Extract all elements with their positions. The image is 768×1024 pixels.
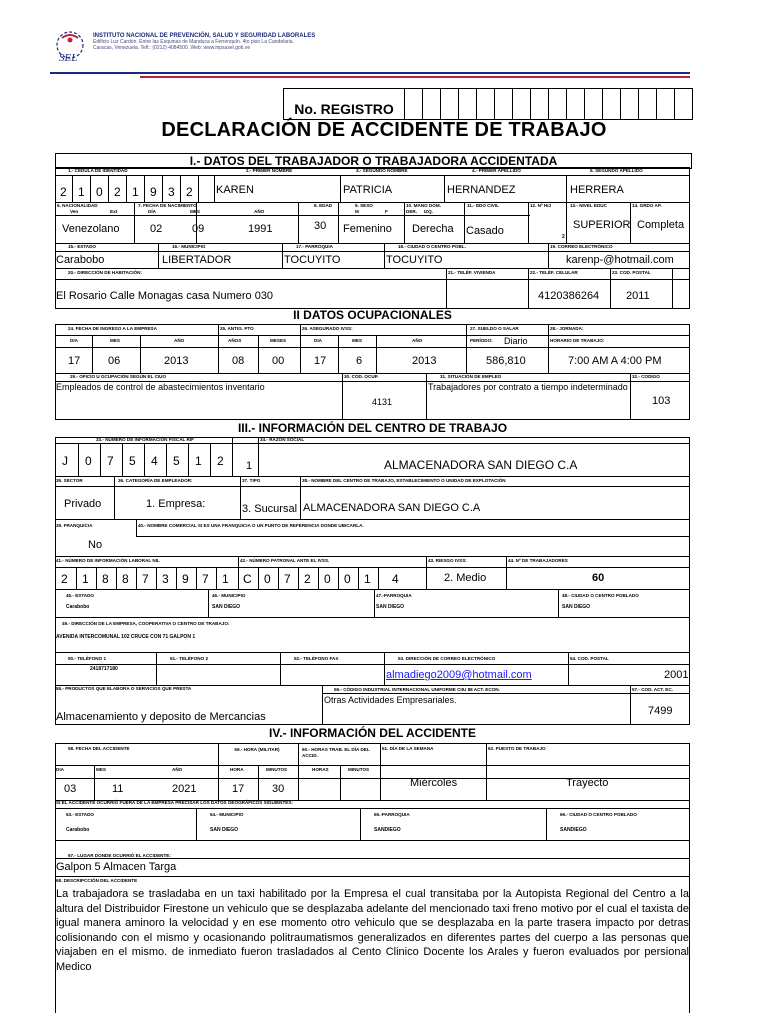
dia-semana-value[interactable]: Miércoles [410,777,458,789]
registro-box [283,88,693,120]
registro-cell[interactable] [621,89,639,119]
cod-act-value[interactable]: 7499 [648,705,673,717]
tel2-label: 51.- TELÉFONO 2 [170,656,209,661]
registro-cell[interactable] [585,89,603,119]
empresa-email-value[interactable]: almadiego2009@hotmail.com [386,669,532,681]
num-trabajadores-label: 44. Nº DE TRABAJADORES [508,558,568,563]
patronal-digit[interactable]: 1 [364,572,371,586]
registro-cell[interactable] [441,89,459,119]
antig-meses-label: MESES [270,338,287,343]
fecha-accidente-label: 58. FECHA DEL ACCIDENTE [68,746,130,751]
empresa-codpostal-value[interactable]: 2001 [664,669,689,681]
cedula-digit[interactable]: 2 [114,185,121,199]
empresa-estado-value[interactable]: Carabobo [66,604,90,610]
acc-parroquia-label: 65.-PARROQUIA [374,812,410,817]
fuera-empresa-label: SI EL ACCIDENTE OCURRIÓ FUERA DE LA EMPRESA PRECISAR LOS DATOS GEOGRÁFICOS SIGUIENTES: [56,800,293,805]
municipio-value[interactable]: LIBERTADOR [162,254,232,266]
empresa-codpostal-label: 54. COD. POSTAL [570,656,609,661]
cedula-digit[interactable]: 1 [78,185,85,199]
direccion-label: 20.- DIRECCIÓN DE HABITACIÓN: [68,270,142,275]
fi-dia-value[interactable]: 17 [68,355,81,367]
section-2-heading: II DATOS OCUPACIONALES [293,308,452,322]
municipio-label: 16.- MUNICIPIO [172,244,206,249]
fi-ano-label: AÑO [174,338,185,343]
registro-cell[interactable] [423,89,441,119]
nil-digit[interactable]: 8 [122,572,129,586]
tel-celular-value[interactable]: 4120386264 [538,290,600,302]
antig-meses-value[interactable]: 00 [272,355,285,367]
riesgo-label: 43. RIESGO IVSS: [428,558,467,563]
acc-mes-value[interactable]: 11 [112,783,124,795]
fnac-ano-label: AÑO [254,209,265,214]
fi-ano-value[interactable]: 2013 [164,355,189,367]
cod-postal-label: 23. COD. POSTAL [612,270,651,275]
razon-social-label: 34.- RAZÓN SOCIAL [260,437,305,442]
section-4-heading: IV.- INFORMACIÓN DEL ACCIDENTE [269,726,476,740]
acc-dia-value[interactable]: 03 [64,783,77,795]
nil-digit[interactable]: 7 [202,572,209,586]
edad-label: 8. EDAD [314,203,333,208]
sector-label: 35. SECTOR [56,478,83,483]
situacion-value[interactable]: Trabajadores por contrato a tiempo indeterminado [428,382,628,392]
grado-label: 14. GRDO AP. [632,203,662,208]
registro-cell[interactable] [405,89,423,119]
hijos-value[interactable]: 2 [562,234,565,240]
primer-apellido-value[interactable]: HERNANDEZ [447,184,516,196]
lugar-label: 67.- LUGAR DONDE OCURRIÓ EL ACCIDENTE: [68,853,171,858]
codigo-label: 32.- CODIGO [632,374,660,379]
ven-label: Ven [70,209,79,214]
franquicia-value[interactable]: No [88,539,103,551]
der-label: DER. [406,209,417,214]
acc-ciudad-label: 66.- CIUDAD O CENTRO POBLADO [560,812,637,817]
nil-digit[interactable]: 9 [182,572,189,586]
registro-cell[interactable] [675,89,692,119]
cod-postal-value[interactable]: 2011 [626,290,650,302]
cod-ocup-value[interactable]: 4131 [372,397,393,407]
fnac-mes-value[interactable]: 09 [192,223,205,235]
hora-h-label: HORA [230,767,244,772]
registro-cell[interactable] [657,89,675,119]
cod-ocup-label: 30. COD. OCUP. [344,374,379,379]
num-trabajadores-value[interactable]: 60 [592,572,605,584]
acc-mes-label: MES [96,767,106,772]
rif-digit[interactable]: 0 [85,454,92,468]
productos-value[interactable]: Almacenamiento y deposito de Mercancias [56,711,266,723]
nacionalidad-value[interactable]: Venezolano [62,223,120,235]
mano-value[interactable]: Derecha [412,223,454,235]
nil-label: 41.- NÚMERO DE INFORMACIÓN LABORAL NIL [56,558,160,563]
parroquia-label: 17.- PARROQUIA [296,244,333,249]
logo-text: SEL [59,52,78,64]
segundo-nombre-label: 3.- SEGUNDO NOMBRE [356,168,408,173]
empresa-estado-label: 45.- ESTADO [66,593,94,598]
oficio-label: 29.- OFICIO U OCUPACIÓN SEGÚN EL CIUO [70,374,167,379]
sueldo-value[interactable]: 586,810 [486,355,526,367]
izq-label: IZQ. [424,209,433,214]
hijos-label: 12. Nº HIJ [530,203,552,208]
dia-semana-label: 61. DÍA DE LA SEMANA [382,746,434,751]
cedula-digit[interactable]: 9 [150,185,157,199]
grado-value[interactable]: Completa [637,219,685,231]
fi-mes-label: MES [110,338,120,343]
inpsasel-logo [50,28,90,66]
acc-ciudad-value[interactable]: SANDIEGO [560,827,587,833]
patronal-digit[interactable]: 2 [304,572,311,586]
aseg-ano-label: AÑO [412,338,423,343]
empresa-ciudad-label: 48.- CIUDAD O CENTRO POBLADO [562,593,639,598]
rif-digit[interactable]: J [62,454,68,468]
ciiu-label: 56.- CÓDIGO INDUSTRIAL INTERNACIONAL UNIFORME CIIU 88 ACT. ECON. [334,687,500,692]
parroquia-value[interactable]: TOCUYITO [284,254,341,266]
registro-cell[interactable] [459,89,477,119]
lugar-value[interactable]: Galpon 5 Almacen Targa [56,861,177,873]
empresa-municipio-label: 46.- MUNICIPIO [212,593,246,598]
patronal-digit[interactable]: 4 [392,572,399,586]
primer-apellido-label: 4.- PRIMER APELLIDO [472,168,521,173]
document-title: DECLARACIÓN DE ACCIDENTE DE TRABAJO [161,119,607,141]
sexo-m-label: M [355,209,359,214]
rif-label: 33.- NÚMERO DE INFORMACIÓN FISCAL RIF [96,437,194,442]
acc-municipio-value[interactable]: SAN DIEGO [210,827,239,833]
acc-ano-label: AÑO [172,767,183,772]
registro-cell[interactable] [495,89,513,119]
segundo-apellido-label: 5. SEGUNDO APELLIDO [590,168,643,173]
sueldo-label: 27. SUELDO O SALAR [470,326,519,331]
registro-label: No. REGISTRO [284,89,405,119]
empresa-parroquia-label: 47.-PARROQUIA [376,593,412,598]
segundo-apellido-value[interactable]: HERRERA [570,184,624,196]
descripcion-label: 68. DESCRIPCCIÓN DEL ACCIDENTE [56,878,138,883]
cedula-digit[interactable]: 2 [60,185,67,199]
rif-digit[interactable]: 2 [217,454,224,468]
categoria-value[interactable]: 1. Empresa: [146,498,206,510]
acc-hora-value[interactable]: 17 [232,783,245,795]
rif-digit[interactable]: 7 [107,454,114,468]
acc-parroquia-value[interactable]: SANDIEGO [374,827,401,833]
nivel-educ-label: 13.- NIVEL EDUC [570,203,607,208]
razon-social-value[interactable]: ALMACENADORA SAN DIEGO C.A [384,458,578,472]
patronal-digit[interactable]: 7 [284,572,291,586]
antig-anos-value[interactable]: 08 [232,355,245,367]
nombre-comercial-label: 40.- NOMBRE COMERCIAL SI ES UNA FRANQUICIA O UN PUNTO DE REFERENCIA DONDE UBICARLA. [138,523,364,528]
acc-dia-label: DIA [56,767,64,772]
nil-digit[interactable]: 1 [222,572,229,586]
ht-m-label: MINUTOS [348,767,370,772]
edad-value[interactable]: 30 [314,220,327,232]
patronal-digit[interactable]: C [243,572,252,586]
patronal-label: 42.- NÚMERO PATRONAL ANTE EL IVSS. [240,558,330,563]
nil-digit[interactable]: 1 [82,572,89,586]
correo-value[interactable]: karenp-@hotmail.com [566,254,674,266]
tel-vivienda-label: 21.- TELÉF. VIVIENDA [448,270,496,275]
empresa-parroquia-value[interactable]: SAN DIEGO [376,604,405,610]
codigo-value[interactable]: 103 [652,395,671,407]
puesto-label: 62. PUESTO DE TRABAJO [488,746,546,751]
org-name: INSTITUTO NACIONAL DE PREVENCIÓN, SALUD Y SEGURIDAD LABORALES [93,33,316,39]
sector-value[interactable]: Privado [64,498,102,510]
nil-digit[interactable]: 2 [61,572,68,586]
rif-digit[interactable]: 1 [246,460,253,472]
nivel-educ-value[interactable]: SUPERIOR [573,219,631,231]
header-rule-blue [50,72,690,74]
registro-cell[interactable] [567,89,585,119]
acc-minutos-value[interactable]: 30 [272,783,285,795]
aseg-dia-label: DIA [314,338,322,343]
acc-estado-label: 63.- ESTADO [66,812,94,817]
horario-value[interactable]: 7:00 AM A 4:00 PM [568,355,662,367]
cedula-digit[interactable]: 1 [132,185,139,199]
hora-label: 59.- HORA (MILITAR) [234,747,280,752]
mano-label: 10. MANO DOM. [406,203,441,208]
aseg-dia-value[interactable]: 17 [314,355,327,367]
org-contact: Caracas, Venezuela. Telf.: (0212) 4084500. Web: www.inpsasel.gob.ve [93,44,251,51]
jornada-label: 28.- JORNADA: [550,326,584,331]
registro-cell[interactable] [477,89,495,119]
fi-dia-label: DIA [70,338,78,343]
segundo-nombre-value[interactable]: PATRICIA [343,184,393,196]
estado-value[interactable]: Carabobo [56,254,105,266]
cedula-label: 1.- CÉDULA DE IDENTIDAD [68,168,128,173]
fecha-nacimiento-label: 7. FECHA DE NACIMIENTO [138,203,197,208]
civil-label: 11.- EDO CIVIL [467,203,499,208]
registro-cell[interactable] [603,89,621,119]
sexo-label: 9. SEXO [355,203,373,208]
primer-nombre-label: 2.- PRIMER NOMBRE [246,168,293,173]
riesgo-value[interactable]: 2. Medio [444,572,487,584]
nil-digit[interactable]: 7 [142,572,149,586]
puesto-value[interactable]: Trayecto [566,777,609,789]
hora-m-label: MINUTOS [266,767,288,772]
nacionalidad-label: 6. NACIONALIDAD [57,203,98,208]
aseg-mes-label: MES [352,338,362,343]
nil-digit[interactable]: 3 [162,572,169,586]
cedula-digit[interactable]: 2 [186,185,193,199]
categoria-label: 36. CATEGORÍA DE EMPLEADOR: [118,478,193,483]
horas-trab-label: 60.- HORAS TRAB. EL DÍA DEL ACCID. [302,747,370,758]
nil-digit[interactable]: 8 [102,572,109,586]
rif-digit[interactable]: 1 [195,454,202,468]
sexo-value[interactable]: Femenino [343,223,392,235]
asegurado-label: 26. ASEGURADO IVSS: [302,326,353,331]
tel1-label: 50.- TELÉFONO 1 [68,656,107,661]
horario-label: HORARIO DE TRABAJO: [550,338,605,343]
empresa-direccion-label: 49.- DIRECCIÓN DE LA EMPRESA, COOPERATIVA O CENTRO DE TRABAJO: [62,621,230,626]
descripcion-value[interactable]: La trabajadora se trasladaba en un taxi habilitado por la Empresa el cual transitaba por la Autopista Regional del Centro a la altura del Distribuidor Firestone un vehiculo que se desplazaba adelante del mencionado taxi freno motivo por el cual el taxista de igual manera aminoro la velocidad y en ese momento otro vehiculo que se desplazaba en la parte trasera impacto por detras colisionando con el mismo y ocasionando politraumatismos generalizados en diferentes partes del cuerpo a las personas que viajaben en el mismo. de inmediato fueron trasladados al Cento Clinico Docente los Arales y fueron evaluados por persional Medico [56,888,689,973]
fnac-dia-value[interactable]: 02 [150,223,163,235]
sexo-f-label: F [385,209,388,214]
fnac-dia-label: DÍA [148,209,156,214]
cedula-digit[interactable]: 0 [96,185,103,199]
civil-value[interactable]: Casado [466,225,504,237]
tel-celular-label: 22.- TELÉF. CELULAR [530,270,578,275]
acc-ano-value[interactable]: 2021 [172,783,197,795]
rif-digit[interactable]: 5 [129,454,136,468]
org-address: Edificio Luz Cardón. Entre las Esquinas de Manduca a Ferrenquín. 4to piso La Candelaria. [93,38,294,45]
antig-anos-label: AÑOS [228,338,242,343]
rif-digit[interactable]: 4 [151,454,158,468]
fi-mes-value[interactable]: 06 [108,355,121,367]
fnac-ano-value[interactable]: 1991 [248,223,273,235]
empresa-municipio-value[interactable]: SAN DIEGO [212,604,241,610]
registro-cell[interactable] [531,89,549,119]
periodo-label: PERÍODO: [470,338,493,343]
section-3-heading: III.- INFORMACIÓN DEL CENTRO DE TRABAJO [237,421,508,435]
antiguedad-label: 25. ANTIG. PTO [220,326,254,331]
periodo-value[interactable]: Diario [504,336,528,346]
empresa-ciudad-value[interactable]: SAN DIEGO [562,604,591,610]
nombre-centro-value[interactable]: ALMACENADORA SAN DIEGO C.A [303,502,481,514]
direccion-value[interactable]: El Rosario Calle Monagas casa Numero 030 [56,290,274,302]
aseg-ano-value[interactable]: 2013 [412,355,437,367]
ext-label: Ext [110,209,118,214]
section-1-heading: I.- DATOS DEL TRABAJADOR O TRABAJADORA ACCIDENTADA [55,153,692,169]
productos-label: 55.- PRODUCTOS QUE ELABORA O SERVICIOS QUE PRESTA [56,686,192,691]
patronal-digit[interactable]: 0 [324,572,331,586]
tipo-value[interactable]: 3. Sucursal [242,503,298,515]
aseg-mes-value[interactable]: 6 [356,355,363,367]
empresa-email-label: 53. DIRECCIÓN DE CORREO ELECTRÓNICO [398,656,496,661]
registro-cell[interactable] [639,89,657,119]
cedula-digit[interactable]: 3 [168,185,175,199]
tipo-label: 37. TIPO [242,478,261,483]
cod-act-label: 57.- COD. ACT. EC. [632,687,673,692]
estado-label: 15.- ESTADO [68,244,96,249]
acc-estado-value[interactable]: Carabobo [66,827,90,833]
ciiu-value[interactable]: Otras Actividades Empresariales. [324,695,457,705]
fax-label: 52.- TELÉFONO FAX [294,656,339,661]
fecha-ingreso-label: 24. FECHA DE INGRESO A LA EMPRESA [68,326,157,331]
ciudad-label: 18.- CIUDAD O CENTRO POBL. [398,244,466,249]
acc-municipio-label: 64.- MUNICIPIO [210,812,244,817]
ht-h-label: HORAS [312,767,329,772]
oficio-value[interactable]: Empleados de control de abastecimientos inventario [56,382,265,392]
franquicia-label: 39. FRANQUICIA [56,523,93,528]
empresa-direccion-value[interactable]: AVENIDA INTERCOMUNAL 102 CRUCE CON 71 GALPON 1 [56,634,196,640]
situacion-label: 31. SITUACIÓN DE EMPLEO [440,374,502,379]
fnac-mes-label: MES [190,209,200,214]
tel1-value[interactable]: 2418717180 [90,666,118,672]
registro-cell[interactable] [549,89,567,119]
organization-header [93,33,315,51]
ciudad-value[interactable]: TOCUYITO [386,254,443,266]
patronal-digit[interactable]: 0 [264,572,271,586]
registro-cell[interactable] [513,89,531,119]
header-rule-red [140,76,690,78]
primer-nombre-value[interactable]: KAREN [216,184,254,196]
rif-digit[interactable]: 5 [173,454,180,468]
correo-label: 19. CORREO ELECTRÓNICO [550,244,613,249]
nombre-centro-label: 38.- NOMBRE DEL CENTRO DE TRABAJO, ESTABLECIMIENTO O UNIDAD DE EXPLOTACIÓN [302,478,506,483]
patronal-digit[interactable]: 0 [344,572,351,586]
